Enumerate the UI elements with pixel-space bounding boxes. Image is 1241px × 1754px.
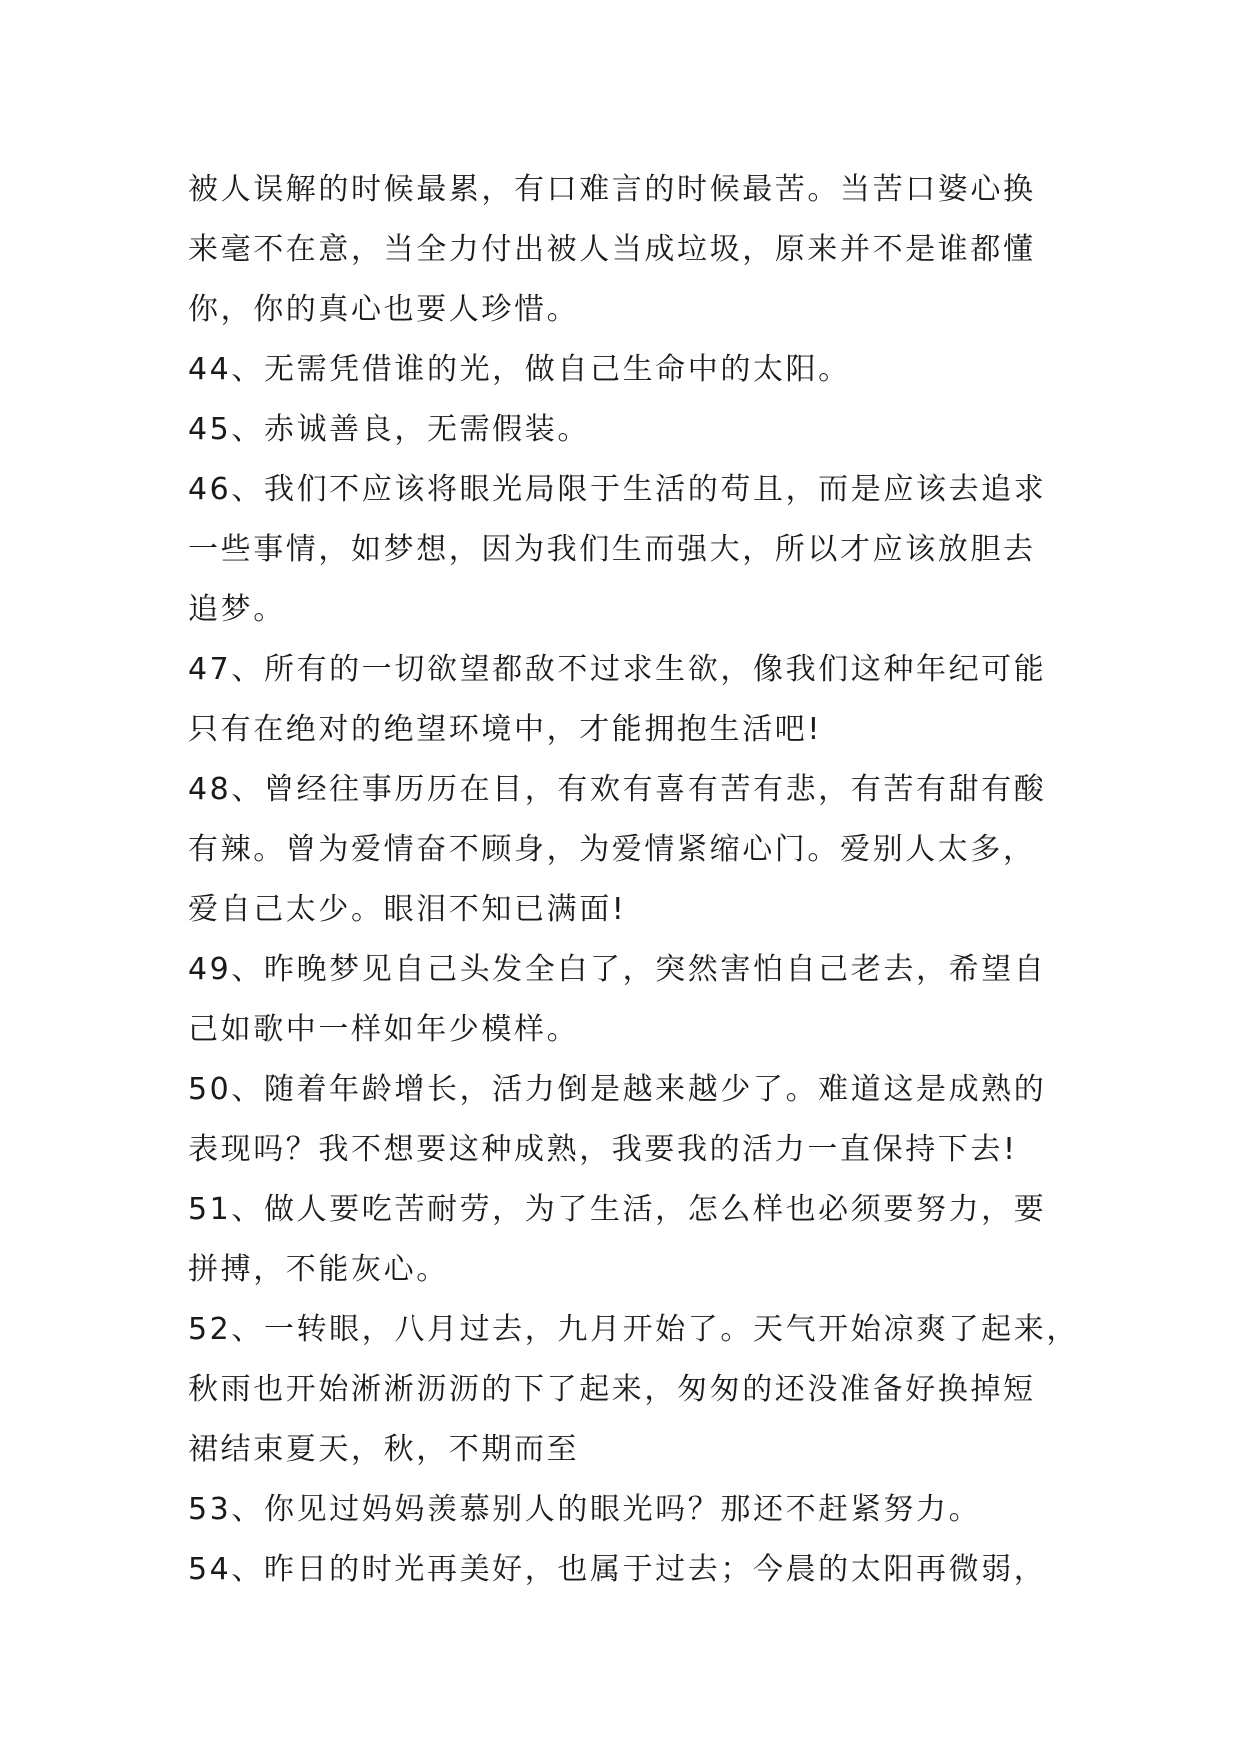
document-body [188,160,1079,1600]
text-line: 45、赤诚善良，无需假装。 [188,412,590,447]
text-line: 50、随着年龄增长，活力倒是越来越少了。难道这是成熟的 [188,1072,1047,1107]
text-line: 52、一转眼，八月过去，九月开始了。天气开始凉爽了起来， [188,1312,1079,1347]
text-line: 追梦。 [188,592,286,627]
text-line: 裙结束夏天，秋，不期而至 [188,1432,580,1467]
text-line: 你，你的真心也要人珍惜。 [188,292,580,327]
text-line: 44、无需凭借谁的光，做自己生命中的太阳。 [188,352,851,387]
text-line: 有辣。曾为爱情奋不顾身，为爱情紧缩心门。爱别人太多， [188,832,1036,867]
text-line: 只有在绝对的绝望环境中，才能拥抱生活吧! [188,712,823,747]
text-line: 46、我们不应该将眼光局限于生活的苟且，而是应该去追求 [188,472,1047,507]
text-line: 51、做人要吃苦耐劳，为了生活，怎么样也必须要努力，要 [188,1192,1047,1227]
text-line: 54、昨日的时光再美好，也属于过去；今晨的太阳再微弱， [188,1552,1047,1587]
text-line: 己如歌中一样如年少模样。 [188,1012,580,1047]
text-line: 49、昨晚梦见自己头发全白了，突然害怕自己老去，希望自 [188,952,1047,987]
text-line: 爱自己太少。眼泪不知已满面! [188,892,627,927]
text-line: 来毫不在意，当全力付出被人当成垃圾，原来并不是谁都懂 [188,232,1036,267]
text-line: 53、你见过妈妈羡慕别人的眼光吗？那还不赶紧努力。 [188,1492,982,1527]
text-line: 秋雨也开始淅淅沥沥的下了起来，匆匆的还没准备好换掉短 [188,1372,1036,1407]
text-line: 被人误解的时候最累，有口难言的时候最苦。当苦口婆心换 [188,172,1036,207]
text-line: 一些事情，如梦想，因为我们生而强大，所以才应该放胆去 [188,532,1036,567]
text-line: 48、曾经往事历历在目，有欢有喜有苦有悲，有苦有甜有酸 [188,772,1047,807]
text-line: 拼搏，不能灰心。 [188,1252,449,1287]
text-line: 表现吗？我不想要这种成熟，我要我的活力一直保持下去! [188,1132,1018,1167]
text-line: 47、所有的一切欲望都敌不过求生欲，像我们这种年纪可能 [188,652,1047,687]
